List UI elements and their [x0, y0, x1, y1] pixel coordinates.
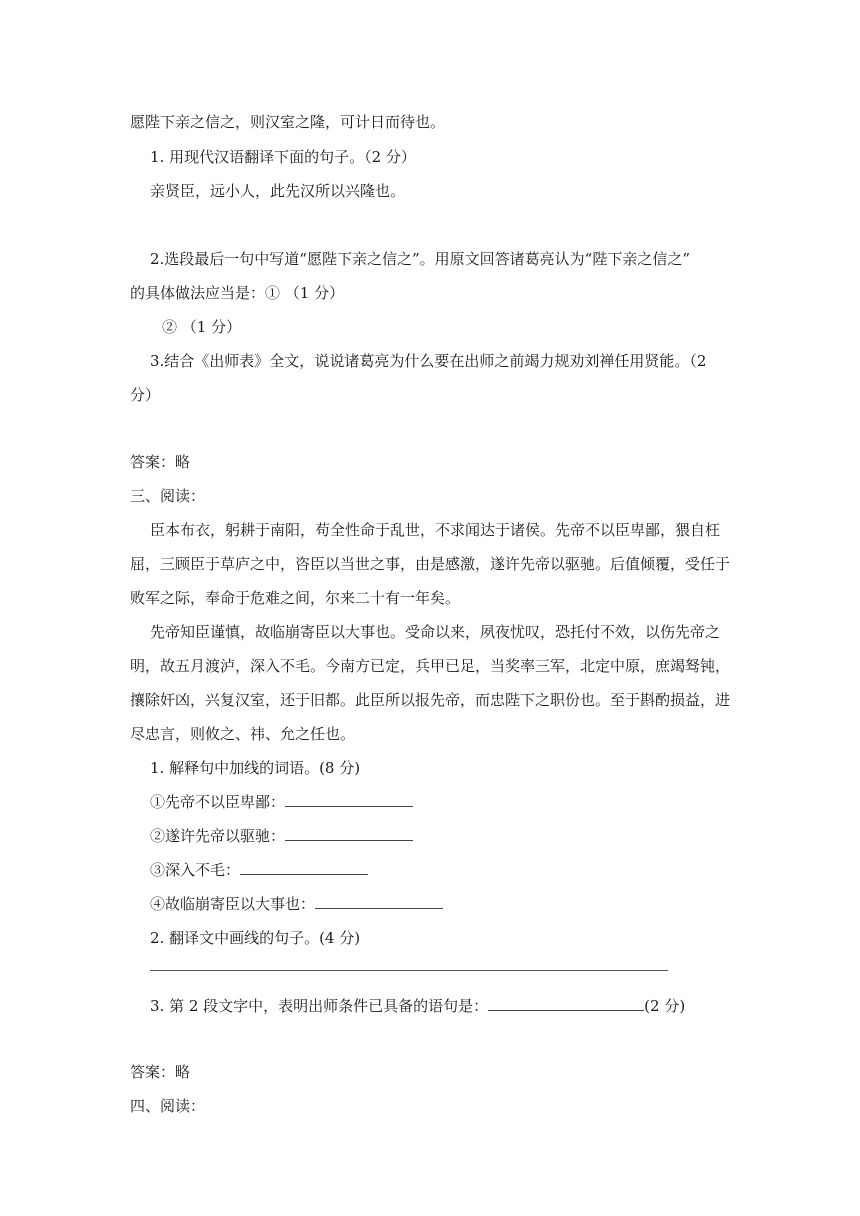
question-3-line-1: 3.结合《出师表》全文，说说诸葛亮为什么要在出师之前竭力规劝刘禅任用贤能。（2	[150, 352, 707, 370]
translation-answer-line[interactable]	[150, 970, 668, 971]
question-2-line-2: 的具体做法应当是：① （1 分）	[130, 284, 345, 302]
answer-2: 答案：略	[130, 1063, 191, 1081]
question-2-line-1: 2.选段最后一句中写道“愿陛下亲之信之”。用原文回答诸葛亮认为“陛下亲之信之”	[150, 250, 690, 268]
passage-p2-line-4: 尽忠言，则攸之、祎、允之任也。	[130, 725, 356, 743]
section-3-heading: 三、阅读：	[130, 487, 206, 505]
answer-blank[interactable]	[315, 894, 443, 909]
text-line: 愿陛下亲之信之，则汉室之隆，可计日而待也。	[130, 113, 446, 131]
word-item-1	[150, 792, 413, 812]
answer-1: 答案：略	[130, 453, 191, 471]
word-item-2	[150, 826, 413, 846]
section-3-question-2: 2. 翻译文中画线的句子。(4 分)	[150, 929, 361, 947]
answer-blank[interactable]	[240, 860, 368, 875]
passage-p1-line-1: 臣本布衣，躬耕于南阳，苟全性命于乱世，不求闻达于诸侯。先帝不以臣卑鄙，猥自枉	[150, 521, 721, 539]
answer-blank[interactable]	[285, 826, 413, 841]
passage-p2-line-3: 攘除奸凶，兴复汉室，还于旧都。此臣所以报先帝，而忠陛下之职份也。至于斟酌损益，进	[130, 691, 731, 709]
section-3-question-3	[150, 996, 685, 1016]
word-item-3	[150, 860, 368, 880]
word-item-label: ③深入不毛：	[150, 861, 241, 879]
section-3-question-1: 1. 解释句中加线的词语。(8 分)	[150, 759, 361, 777]
passage-p2-line-1: 先帝知臣谨慎，故临崩寄臣以大事也。受命以来，夙夜忧叹，恐托付不效，以伤先帝之	[150, 623, 721, 641]
question-1: 1. 用现代汉语翻译下面的句子。（2 分）	[150, 148, 416, 166]
question-3-text: 3. 第 2 段文字中，表明出师条件已具备的语句是：	[150, 997, 489, 1015]
question-3-points: (2 分)	[644, 997, 686, 1015]
answer-blank[interactable]	[488, 996, 644, 1011]
passage-p2-line-2: 明，故五月渡泸，深入不毛。今南方已定，兵甲已足，当奖率三军，北定中原，庶竭驽钝，	[130, 657, 731, 675]
answer-blank[interactable]	[285, 792, 413, 807]
section-4-heading: 四、阅读：	[130, 1097, 206, 1115]
question-3-line-2: 分）	[130, 386, 161, 404]
question-2-line-3: ② （1 分）	[162, 318, 242, 336]
word-item-label: ①先帝不以臣卑鄙：	[150, 793, 286, 811]
word-item-4	[150, 894, 443, 914]
word-item-label: ②遂许先帝以驱驰：	[150, 827, 286, 845]
passage-p1-line-2: 屈，三顾臣于草庐之中，咨臣以当世之事，由是感激，遂许先帝以驱驰。后值倾覆，受任于	[130, 555, 731, 573]
word-item-label: ④故临崩寄臣以大事也：	[150, 895, 316, 913]
question-1-sentence: 亲贤臣，远小人，此先汉所以兴隆也。	[150, 182, 406, 200]
passage-p1-line-3: 败军之际，奉命于危难之间，尔来二十有一年矣。	[130, 589, 461, 607]
